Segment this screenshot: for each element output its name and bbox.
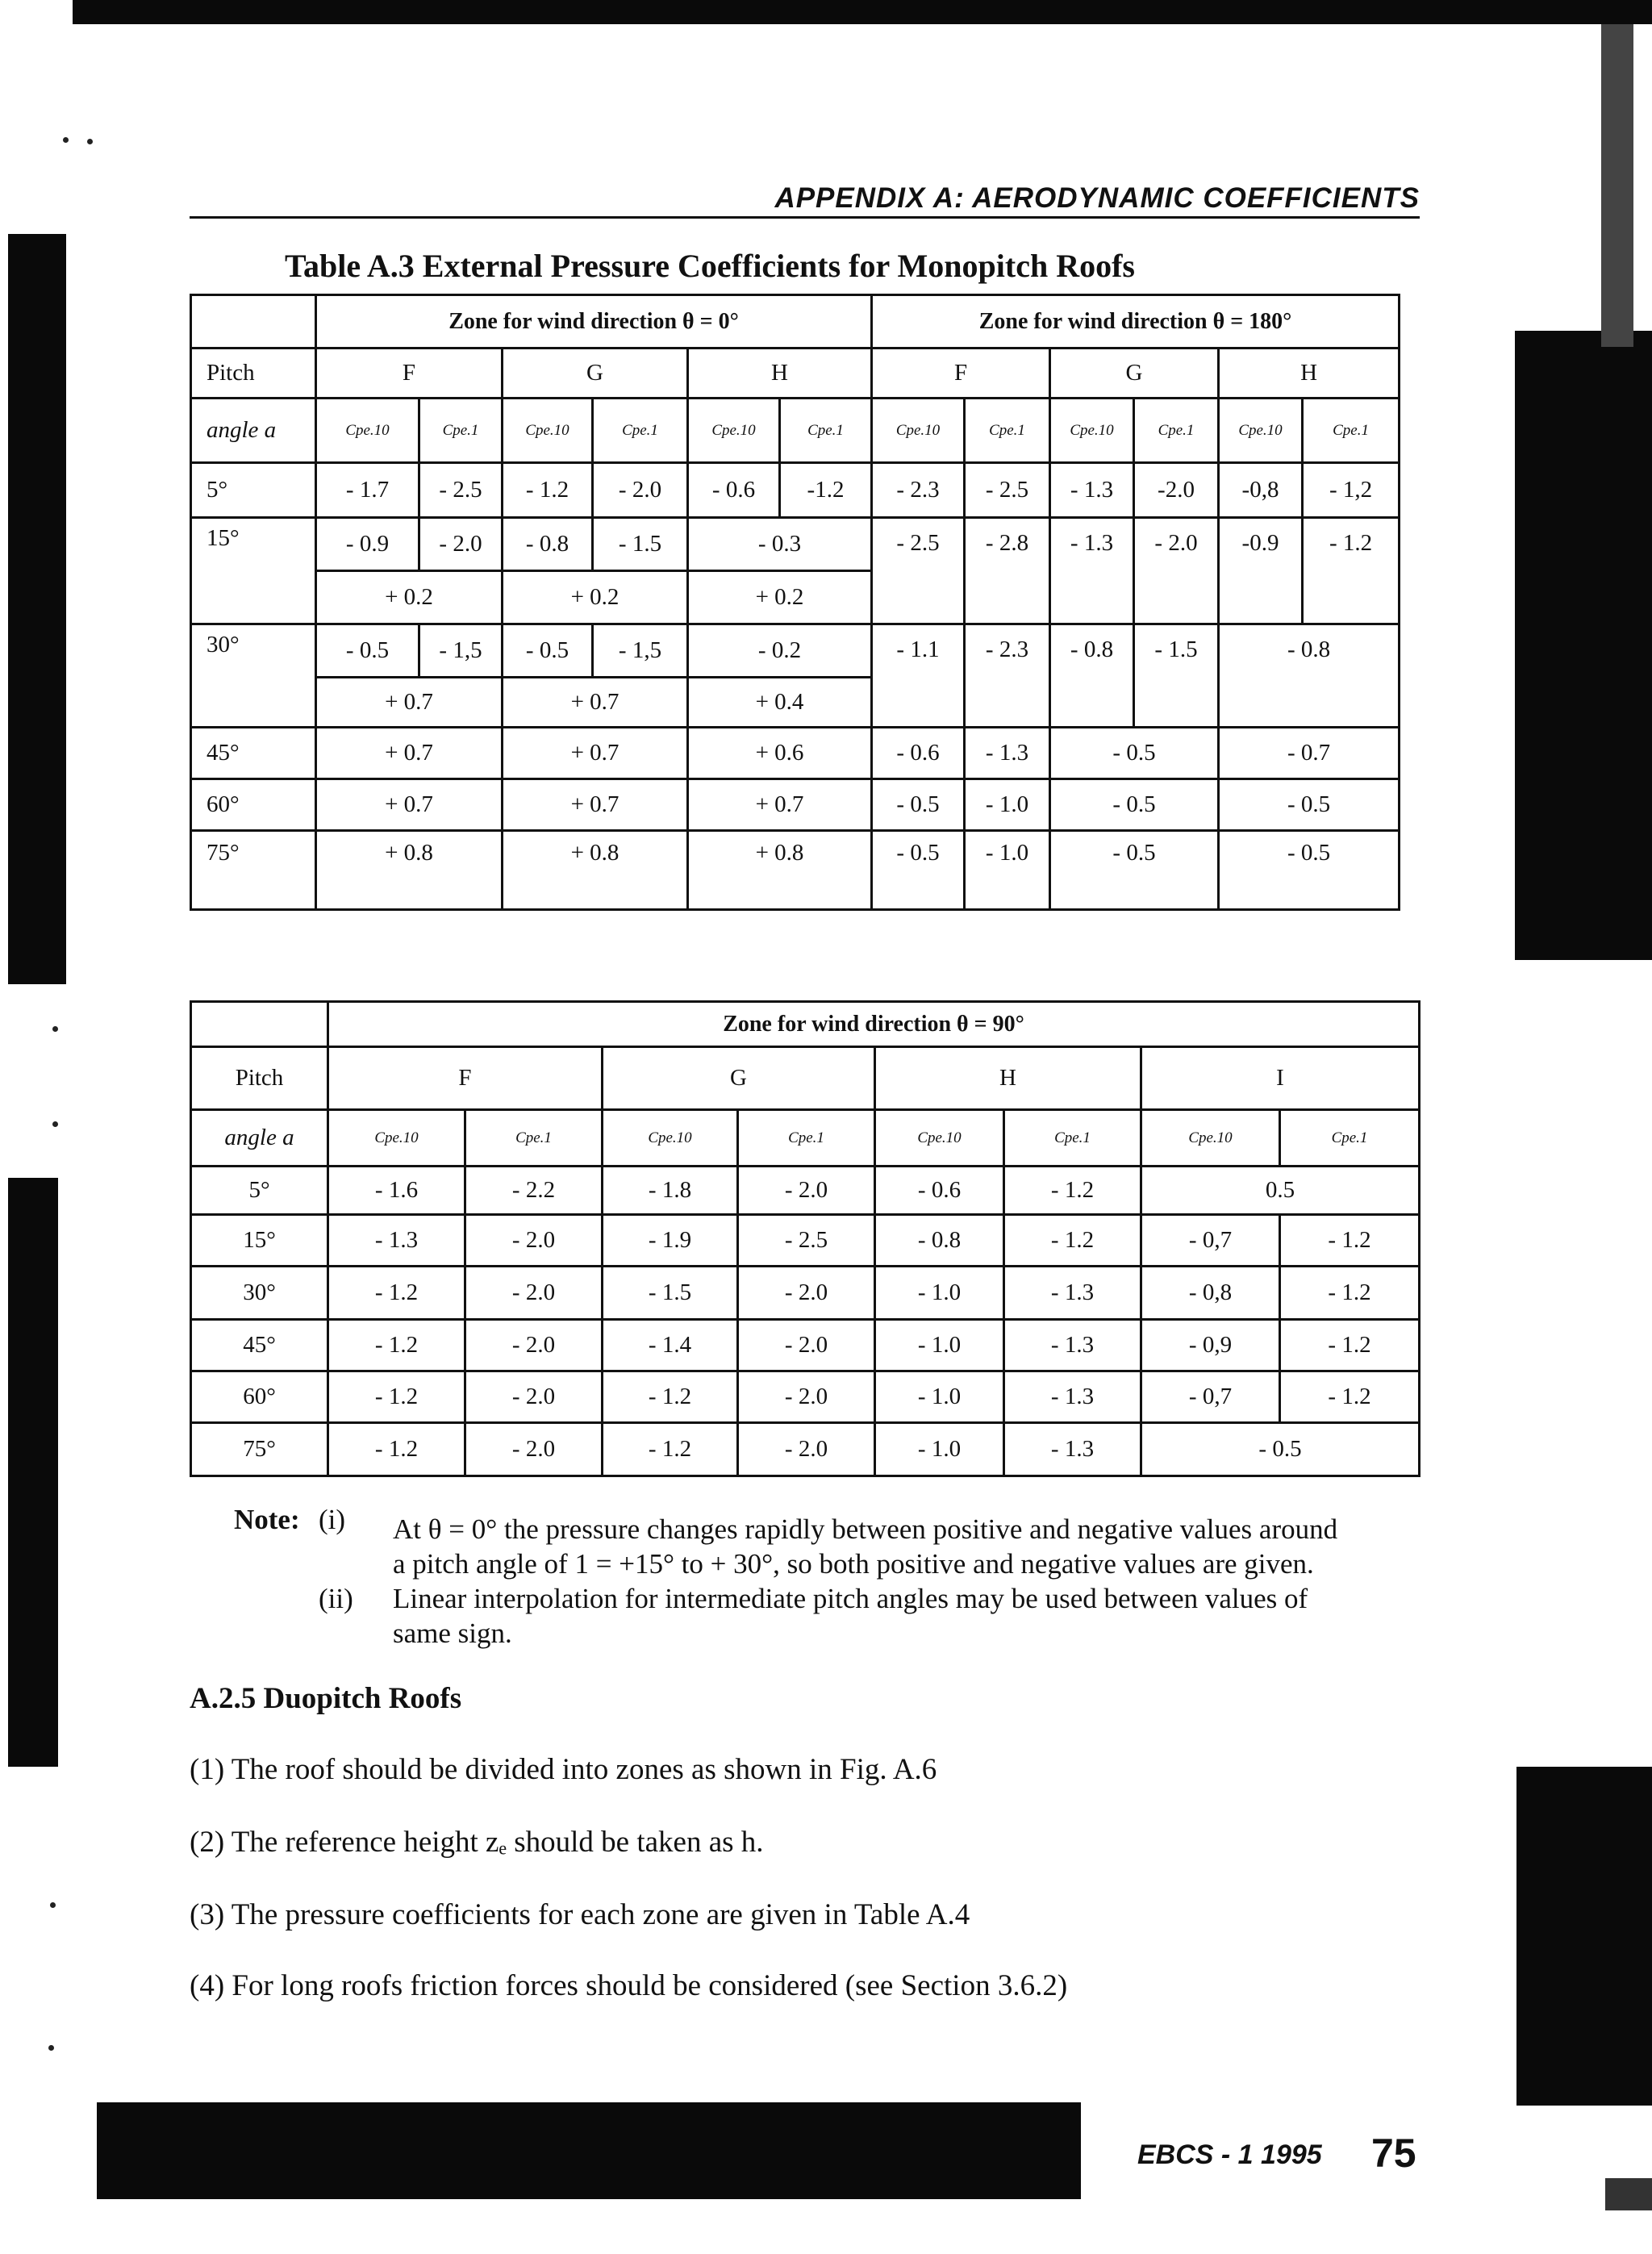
table-cell: - 1.3 [965, 728, 1050, 779]
section-paragraph-1: (1) The roof should be divided into zones as shown in Fig. A.6 [190, 1753, 937, 1786]
corner-cell [191, 295, 316, 349]
pitch-label: Pitch [191, 1047, 328, 1110]
zone-G-180: G [1050, 349, 1219, 399]
zone-H-90: H [875, 1047, 1141, 1110]
pitch-angle-cell: 45° [191, 728, 316, 779]
scan-border-right-lower [1516, 1767, 1652, 2106]
table-cell: - 1.3 [1050, 463, 1134, 518]
table-cell: - 2.0 [465, 1267, 603, 1320]
table-cell: - 1.2 [328, 1371, 465, 1423]
table-cell: - 2.0 [738, 1423, 875, 1476]
section-paragraph-3: (3) The pressure coefficients for each zone are given in Table A.4 [190, 1898, 970, 1931]
scan-border-top [73, 0, 1652, 24]
table-cell: - 2.2 [465, 1167, 603, 1215]
table-cell: - 2.5 [738, 1215, 875, 1267]
zone-F-180: F [872, 349, 1050, 399]
sub-header: Cpe.10 [316, 399, 419, 463]
table-cell: - 1.2 [603, 1371, 738, 1423]
table-cell: - 1.3 [1004, 1320, 1141, 1371]
table-cell: - 1.2 [1004, 1167, 1141, 1215]
table-cell: - 1.7 [316, 463, 419, 518]
sub-header: Cpe.1 [593, 399, 688, 463]
table-cell: - 1.3 [1050, 518, 1134, 624]
table-cell: - 0.6 [688, 463, 780, 518]
zone-F-90: F [328, 1047, 603, 1110]
pitch-angle-cell: 15° [191, 1215, 328, 1267]
angle-label: angle a [191, 1110, 328, 1167]
table-cell: + 0.2 [688, 571, 872, 624]
table-cell: - 1.2 [328, 1267, 465, 1320]
table-cell: - 1.5 [603, 1267, 738, 1320]
table-cell: + 0.7 [688, 779, 872, 831]
scan-speck [48, 2045, 54, 2051]
note-marker-i: (i) [319, 1504, 346, 1535]
sub-header: Cpe.1 [465, 1110, 603, 1167]
table-cell: - 0.5 [503, 624, 593, 678]
scan-speck [50, 1902, 56, 1908]
table-cell: + 0.2 [503, 571, 688, 624]
table-cell: - 0.5 [872, 779, 965, 831]
table-cell: + 0.8 [688, 831, 872, 910]
table-cell: + 0.7 [503, 779, 688, 831]
table-cell: - 1.2 [603, 1423, 738, 1476]
sub-header: Cpe.10 [603, 1110, 738, 1167]
table-cell: -2.0 [1134, 463, 1219, 518]
pitch-angle-cell: 5° [191, 463, 316, 518]
table-cell: - 2.0 [1134, 518, 1219, 624]
table-cell: - 1.2 [328, 1320, 465, 1371]
table-cell: - 1.6 [328, 1167, 465, 1215]
table-cell: - 1.2 [1303, 518, 1400, 624]
table-cell: - 0,7 [1141, 1215, 1280, 1267]
scan-bar-bottom [97, 2102, 1081, 2199]
zone-F-0: F [316, 349, 503, 399]
scan-mark-bottom-right [1605, 2178, 1652, 2210]
page-number: 75 [1371, 2131, 1416, 2176]
corner-cell [191, 1002, 328, 1047]
scan-speck [52, 1026, 58, 1032]
table-cell: - 0.5 [1050, 728, 1219, 779]
table-cell: - 0,8 [1141, 1267, 1280, 1320]
sub-header: Cpe.10 [1219, 399, 1303, 463]
table-cell: + 0.7 [316, 678, 503, 728]
table-cell: - 1.3 [1004, 1371, 1141, 1423]
pitch-angle-cell: 5° [191, 1167, 328, 1215]
table-cell: - 0.5 [1050, 831, 1219, 910]
zone-90-header: Zone for wind direction θ = 90° [328, 1002, 1420, 1047]
table-cell: + 0.8 [316, 831, 503, 910]
note-ii-line-1: Linear interpolation for intermediate pitch angles may be used between values of [393, 1583, 1308, 1614]
sub-header: Cpe.1 [780, 399, 872, 463]
table-cell: - 0.7 [1219, 728, 1400, 779]
sub-header: Cpe.10 [503, 399, 593, 463]
table-cell: - 1.3 [328, 1215, 465, 1267]
table-cell: - 2.3 [965, 624, 1050, 728]
table-cell: - 2.0 [419, 518, 503, 571]
table-cell: - 2.0 [738, 1267, 875, 1320]
table-cell: - 0.8 [1050, 624, 1134, 728]
table-cell: - 1.8 [603, 1167, 738, 1215]
table-cell: - 2.3 [872, 463, 965, 518]
scan-border-right [1515, 331, 1652, 960]
table-cell: - 2.0 [465, 1423, 603, 1476]
table-cell: - 0.6 [872, 728, 965, 779]
table-cell: - 2.8 [965, 518, 1050, 624]
table-cell: - 1.4 [603, 1320, 738, 1371]
table-cell: + 0.7 [316, 779, 503, 831]
table-cell: + 0.8 [503, 831, 688, 910]
table-cell: - 1.0 [965, 779, 1050, 831]
table-cell: - 0.5 [316, 624, 419, 678]
scan-speck [52, 1121, 58, 1127]
scan-speck [63, 137, 69, 143]
pitch-angle-cell: 30° [191, 1267, 328, 1320]
scan-border-right-edge [1601, 24, 1633, 347]
table-title: Table A.3 External Pressure Coefficients for Monopitch Roofs [284, 248, 1135, 284]
table-monopitch-90 [190, 1000, 1420, 1477]
sub-header: Cpe.10 [1050, 399, 1134, 463]
table-cell: - 2.5 [419, 463, 503, 518]
table-cell: - 1,5 [419, 624, 503, 678]
table-cell: + 0.6 [688, 728, 872, 779]
note-i-line-2: a pitch angle of 1 = +15° to + 30°, so both positive and negative values are given. [393, 1548, 1314, 1580]
table-cell: - 0.8 [503, 518, 593, 571]
table-cell: - 0.2 [688, 624, 872, 678]
table-cell: + 0.4 [688, 678, 872, 728]
table-cell: + 0.7 [503, 728, 688, 779]
table-cell: + 0.7 [503, 678, 688, 728]
table-cell: - 1.5 [1134, 624, 1219, 728]
zone-I-90: I [1141, 1047, 1420, 1110]
table-cell: - 1.2 [1280, 1267, 1420, 1320]
sub-header: Cpe.1 [1134, 399, 1219, 463]
table-cell: -1.2 [780, 463, 872, 518]
sub-header: Cpe.10 [688, 399, 780, 463]
pitch-angle-cell: 60° [191, 1371, 328, 1423]
pitch-angle-cell: 30° [191, 624, 316, 728]
table-cell: - 0.9 [316, 518, 419, 571]
table-cell: - 2.0 [593, 463, 688, 518]
angle-label: angle a [191, 399, 316, 463]
pitch-angle-cell: 75° [191, 1423, 328, 1476]
table-cell: - 2.5 [872, 518, 965, 624]
table-cell: - 1.0 [875, 1371, 1004, 1423]
footer-code: EBCS - 1 1995 [1137, 2139, 1322, 2170]
table-cell: - 0.5 [872, 831, 965, 910]
scan-speck [87, 139, 93, 144]
sub-header: Cpe.10 [872, 399, 965, 463]
table-cell: - 1.2 [1280, 1371, 1420, 1423]
pitch-angle-cell: 15° [191, 518, 316, 624]
zone-180-header: Zone for wind direction θ = 180° [872, 295, 1400, 349]
table-cell: - 1.0 [875, 1320, 1004, 1371]
section-paragraph-2: (2) The reference height zₑ should be taken as h. [190, 1826, 764, 1859]
scan-border-left-lower [8, 1178, 58, 1767]
sub-header: Cpe.1 [1303, 399, 1400, 463]
sub-header: Cpe.1 [1280, 1110, 1420, 1167]
zone-G-0: G [503, 349, 688, 399]
table-cell: -0,8 [1219, 463, 1303, 518]
table-cell: - 1.2 [1004, 1215, 1141, 1267]
sub-header: Cpe.10 [875, 1110, 1004, 1167]
table-cell: 0.5 [1141, 1167, 1420, 1215]
sub-header: Cpe.1 [419, 399, 503, 463]
table-cell: - 0.8 [875, 1215, 1004, 1267]
table-cell: - 2.0 [738, 1371, 875, 1423]
note-marker-ii: (ii) [319, 1583, 353, 1614]
sub-header: Cpe.1 [738, 1110, 875, 1167]
table-cell: - 1,5 [593, 624, 688, 678]
pitch-label: Pitch [191, 349, 316, 399]
table-cell: - 1.9 [603, 1215, 738, 1267]
table-cell: - 2.0 [738, 1320, 875, 1371]
section-heading: A.2.5 Duopitch Roofs [190, 1682, 462, 1715]
zone-0-header: Zone for wind direction θ = 0° [316, 295, 872, 349]
table-cell: - 1.3 [1004, 1267, 1141, 1320]
table-cell: -0.9 [1219, 518, 1303, 624]
pitch-angle-cell: 45° [191, 1320, 328, 1371]
table-cell: - 2.0 [738, 1167, 875, 1215]
table-cell: - 1.0 [965, 831, 1050, 910]
section-paragraph-4: (4) For long roofs friction forces should be considered (see Section 3.6.2) [190, 1969, 1068, 2002]
table-cell: - 2.0 [465, 1320, 603, 1371]
zone-H-180: H [1219, 349, 1400, 399]
table-cell: - 0.5 [1050, 779, 1219, 831]
table-cell: - 0.5 [1141, 1423, 1420, 1476]
table-cell: - 1.2 [1280, 1215, 1420, 1267]
sub-header: Cpe.1 [1004, 1110, 1141, 1167]
table-cell: - 0,7 [1141, 1371, 1280, 1423]
pitch-angle-cell: 75° [191, 831, 316, 910]
zone-H-0: H [688, 349, 872, 399]
table-cell: - 0.5 [1219, 779, 1400, 831]
table-cell: - 0.3 [688, 518, 872, 571]
sub-header: Cpe.1 [965, 399, 1050, 463]
sub-header: Cpe.10 [328, 1110, 465, 1167]
table-cell: - 1.1 [872, 624, 965, 728]
running-header: APPENDIX A: AERODYNAMIC COEFFICIENTS [774, 182, 1420, 214]
table-cell: - 1.2 [1280, 1320, 1420, 1371]
table-cell: - 0.6 [875, 1167, 1004, 1215]
table-cell: - 1.3 [1004, 1423, 1141, 1476]
table-cell: - 2.5 [965, 463, 1050, 518]
table-cell: - 2.0 [465, 1371, 603, 1423]
table-cell: + 0.2 [316, 571, 503, 624]
table-cell: - 1.5 [593, 518, 688, 571]
header-rule [190, 216, 1420, 219]
zone-G-90: G [603, 1047, 875, 1110]
table-cell: - 1.0 [875, 1267, 1004, 1320]
table-cell: - 2.0 [465, 1215, 603, 1267]
table-monopitch-0-180 [190, 294, 1400, 911]
table-cell: - 1,2 [1303, 463, 1400, 518]
sub-header: Cpe.10 [1141, 1110, 1280, 1167]
note-i-line-1: At θ = 0° the pressure changes rapidly between positive and negative values around [393, 1513, 1338, 1545]
table-cell: - 1.2 [328, 1423, 465, 1476]
table-cell: - 0.8 [1219, 624, 1400, 728]
table-cell: + 0.7 [316, 728, 503, 779]
pitch-angle-cell: 60° [191, 779, 316, 831]
table-cell: - 1.0 [875, 1423, 1004, 1476]
table-cell: - 1.2 [503, 463, 593, 518]
note-label: Note: [234, 1504, 300, 1535]
scan-border-left [8, 234, 66, 984]
table-cell: - 0.5 [1219, 831, 1400, 910]
table-cell: - 0,9 [1141, 1320, 1280, 1371]
note-ii-line-2: same sign. [393, 1617, 512, 1649]
